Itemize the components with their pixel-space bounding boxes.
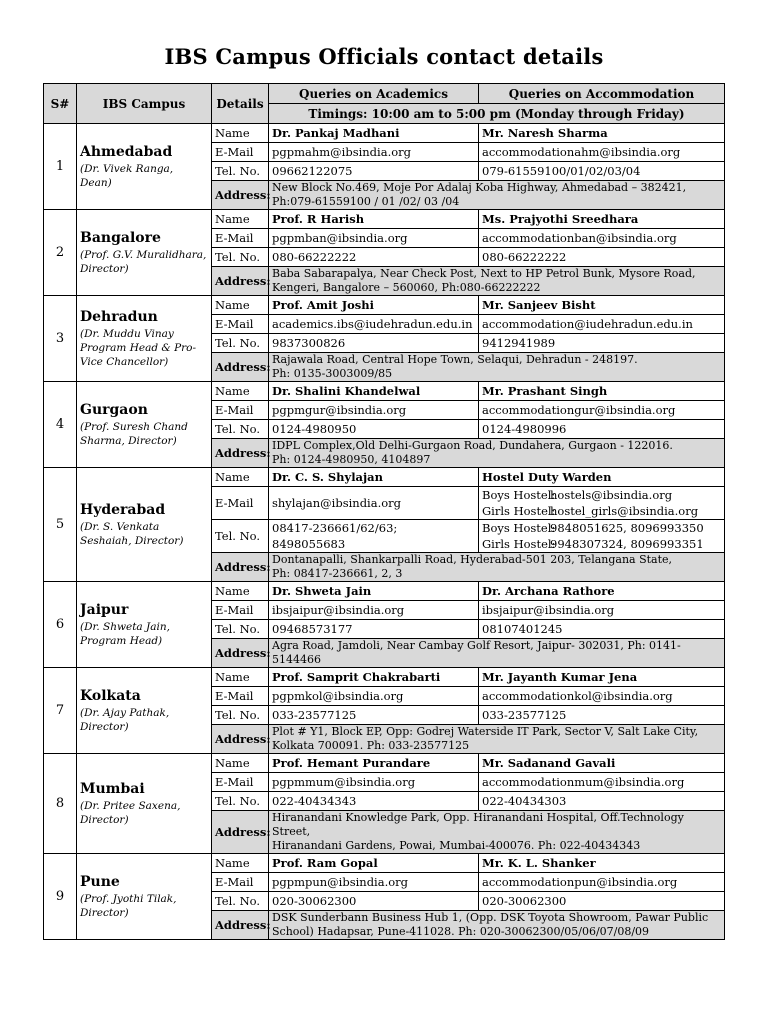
address-text xyxy=(269,267,725,296)
accommodation-tel: 08107401245 xyxy=(479,620,725,639)
hostel-email-link[interactable]: hostel_girls@ibsindia.org xyxy=(550,504,699,518)
email-label: E-Mail xyxy=(212,873,269,892)
email-label: E-Mail xyxy=(212,487,269,520)
accommodation-contact-name: Mr. Naresh Sharma xyxy=(479,124,725,143)
address-label: Address: xyxy=(212,439,269,468)
serial-number: 4 xyxy=(44,382,77,468)
tel-label: Tel. No. xyxy=(212,520,269,553)
address-label: Address: xyxy=(212,353,269,382)
accommodation-tel: 022-40434303 xyxy=(479,792,725,811)
address-line: New Block No.469, Moje Por Adalaj Koba Highway, Ahmedabad – 382421, xyxy=(272,181,687,194)
address-label: Address: xyxy=(212,811,269,854)
address-text xyxy=(269,811,725,854)
accommodation-contact-name: Mr. Sanjeev Bisht xyxy=(479,296,725,315)
address-label: Address: xyxy=(212,181,269,210)
academics-tel: 9837300826 xyxy=(269,334,479,353)
campus-row xyxy=(44,468,725,487)
hostel-label: Girls Hostel: xyxy=(482,537,556,551)
address-line: Hiranandani Gardens, Powai, Mumbai-400076. Ph: 022-40434343 xyxy=(272,839,641,852)
tel-label: Tel. No. xyxy=(212,420,269,439)
campus-row xyxy=(44,382,725,401)
serial-number: 1 xyxy=(44,124,77,210)
academics-email-link[interactable]: pgpmkol@ibsindia.org xyxy=(269,687,479,706)
header-sno: S# xyxy=(44,84,77,124)
campus-cell xyxy=(77,210,212,296)
accommodation-tel: 9412941989 xyxy=(479,334,725,353)
address-line: Baba Sabarapalya, Near Check Post, Next to HP Petrol Bunk, Mysore Road, xyxy=(272,267,696,280)
campus-row xyxy=(44,210,725,229)
campus-head: (Dr. S. Venkata Seshaiah, Director) xyxy=(80,520,184,547)
email-label: E-Mail xyxy=(212,315,269,334)
address-text xyxy=(269,639,725,668)
accommodation-email[interactable]: accommodationahm@ibsindia.org xyxy=(479,143,725,162)
accommodation-contact-name: Mr. Jayanth Kumar Jena xyxy=(479,668,725,687)
name-label: Name xyxy=(212,296,269,315)
accommodation-tel: 020-30062300 xyxy=(479,892,725,911)
accommodation-email[interactable] xyxy=(479,487,725,520)
campus-name: Dehradun xyxy=(80,308,158,325)
tel-label: Tel. No. xyxy=(212,706,269,725)
header-accommodation: Queries on Accommodation xyxy=(479,84,725,104)
email-label: E-Mail xyxy=(212,687,269,706)
address-label: Address: xyxy=(212,911,269,940)
serial-number: 6 xyxy=(44,582,77,668)
academics-tel xyxy=(269,520,479,553)
address-text xyxy=(269,553,725,582)
academics-contact-name: Dr. Shweta Jain xyxy=(269,582,479,601)
accommodation-email[interactable]: accommodation@iudehradun.edu.in xyxy=(479,315,725,334)
academics-contact-name: Dr. Pankaj Madhani xyxy=(269,124,479,143)
address-text xyxy=(269,353,725,382)
name-label: Name xyxy=(212,468,269,487)
academics-email-link[interactable]: pgpmahm@ibsindia.org xyxy=(269,143,479,162)
address-line: Ph: 0135-3003009/85 xyxy=(272,367,393,380)
address-line: Kengeri, Bangalore – 560060, Ph:080-66222222 xyxy=(272,281,541,294)
address-line: Hiranandani Knowledge Park, Opp. Hiranandani Hospital, Off.Technology Street, xyxy=(272,811,684,838)
accommodation-contact-name: Hostel Duty Warden xyxy=(479,468,725,487)
email-label: E-Mail xyxy=(212,229,269,248)
academics-email-link[interactable]: pgpmpun@ibsindia.org xyxy=(269,873,479,892)
address-line: Ph:079-61559100 / 01 /02/ 03 /04 xyxy=(272,195,460,208)
address-label: Address: xyxy=(212,267,269,296)
campus-row xyxy=(44,754,725,773)
academics-email-link[interactable]: pgpmmum@ibsindia.org xyxy=(269,773,479,792)
campus-head: (Prof. G.V. Muralidhara, Director) xyxy=(80,248,207,275)
serial-number: 7 xyxy=(44,668,77,754)
email-label: E-Mail xyxy=(212,143,269,162)
campus-head: (Dr. Ajay Pathak, Director) xyxy=(80,706,170,733)
accommodation-email[interactable]: accommodationmum@ibsindia.org xyxy=(479,773,725,792)
accommodation-contact-name: Mr. Prashant Singh xyxy=(479,382,725,401)
page-title: IBS Campus Officials contact details xyxy=(164,44,604,69)
accommodation-tel: 080-66222222 xyxy=(479,248,725,267)
email-label: E-Mail xyxy=(212,401,269,420)
academics-tel: 0124-4980950 xyxy=(269,420,479,439)
header-details: Details xyxy=(212,84,269,124)
address-line: Plot # Y1, Block EP, Opp: Godrej Waterside IT Park, Sector V, Salt Lake City, xyxy=(272,725,699,738)
address-line: Agra Road, Jamdoli, Near Cambay Golf Resort, Jaipur- 302031, Ph: 0141- 5144466 xyxy=(272,639,681,666)
name-label: Name xyxy=(212,382,269,401)
accommodation-email[interactable]: accommodationgur@ibsindia.org xyxy=(479,401,725,420)
header-campus: IBS Campus xyxy=(77,84,212,124)
campus-cell xyxy=(77,854,212,940)
hostel-email-line xyxy=(482,503,721,519)
campus-name: Kolkata xyxy=(80,687,141,704)
address-line: Ph: 0124-4980950, 4104897 xyxy=(272,453,431,466)
hostel-tel-value: 9948307324, 8096993351 xyxy=(550,537,704,551)
campus-row xyxy=(44,668,725,687)
academics-tel: 022-40434343 xyxy=(269,792,479,811)
campus-row xyxy=(44,124,725,143)
serial-number: 9 xyxy=(44,854,77,940)
accommodation-tel: 0124-4980996 xyxy=(479,420,725,439)
campus-cell xyxy=(77,754,212,854)
address-label: Address: xyxy=(212,553,269,582)
accommodation-email[interactable]: accommodationpun@ibsindia.org xyxy=(479,873,725,892)
campus-cell xyxy=(77,468,212,582)
accommodation-email[interactable]: ibsjaipur@ibsindia.org xyxy=(479,601,725,620)
academics-contact-name: Prof. Samprit Chakrabarti xyxy=(269,668,479,687)
campus-head: (Dr. Pritee Saxena, Director) xyxy=(80,799,181,826)
address-line: Rajawala Road, Central Hope Town, Selaqui, Dehradun - 248197. xyxy=(272,353,638,366)
hostel-label: Boys Hostel: xyxy=(482,488,556,502)
serial-number: 3 xyxy=(44,296,77,382)
header-row xyxy=(44,84,725,104)
contacts-table xyxy=(43,83,725,940)
accommodation-tel: 033-23577125 xyxy=(479,706,725,725)
campus-name: Pune xyxy=(80,873,120,890)
email-label: E-Mail xyxy=(212,773,269,792)
name-label: Name xyxy=(212,582,269,601)
campus-cell xyxy=(77,582,212,668)
address-line: Ph: 08417-236661, 2, 3 xyxy=(272,567,403,580)
hostel-email-line xyxy=(482,487,721,503)
accommodation-contact-name: Ms. Prajyothi Sreedhara xyxy=(479,210,725,229)
timings-text: Timings: 10:00 am to 5:00 pm (Monday through Friday) xyxy=(269,104,725,124)
address-line: DSK Sunderbann Business Hub 1, (Opp. DSK Toyota Showroom, Pawar Public xyxy=(272,911,709,924)
accommodation-email[interactable]: accommodationkol@ibsindia.org xyxy=(479,687,725,706)
tel-label: Tel. No. xyxy=(212,334,269,353)
campus-row xyxy=(44,854,725,873)
header-academics: Queries on Academics xyxy=(269,84,479,104)
academics-tel: 080-66222222 xyxy=(269,248,479,267)
academics-contact-name: Prof. R Harish xyxy=(269,210,479,229)
name-label: Name xyxy=(212,754,269,773)
tel-label: Tel. No. xyxy=(212,162,269,181)
hostel-tel-line xyxy=(482,520,721,536)
accommodation-contact-name: Mr. K. L. Shanker xyxy=(479,854,725,873)
hostel-label: Girls Hostel: xyxy=(482,504,556,518)
name-label: Name xyxy=(212,124,269,143)
accommodation-contact-name: Mr. Sadanand Gavali xyxy=(479,754,725,773)
academics-contact-name: Prof. Amit Joshi xyxy=(269,296,479,315)
address-label: Address: xyxy=(212,639,269,668)
campus-name: Mumbai xyxy=(80,780,145,797)
campus-cell xyxy=(77,124,212,210)
address-line: IDPL Complex,Old Delhi-Gurgaon Road, Dundahera, Gurgaon - 122016. xyxy=(272,439,673,452)
accommodation-email[interactable]: accommodationban@ibsindia.org xyxy=(479,229,725,248)
academics-email-link[interactable]: pgpmgur@ibsindia.org xyxy=(269,401,479,420)
campus-row xyxy=(44,582,725,601)
hostel-tel-line xyxy=(482,536,721,552)
campus-head: (Dr. Shweta Jain, Program Head) xyxy=(80,620,170,647)
name-label: Name xyxy=(212,210,269,229)
academics-email-link[interactable]: ibsjaipur@ibsindia.org xyxy=(269,601,479,620)
hostel-email-link[interactable]: hostels@ibsindia.org xyxy=(550,488,673,502)
academics-contact-name: Dr. Shalini Khandelwal xyxy=(269,382,479,401)
address-text xyxy=(269,725,725,754)
accommodation-tel: 079-61559100/01/02/03/04 xyxy=(479,162,725,181)
address-text xyxy=(269,439,725,468)
serial-number: 8 xyxy=(44,754,77,854)
hostel-tel-value: 9848051625, 8096993350 xyxy=(550,521,704,535)
accommodation-contact-name: Dr. Archana Rathore xyxy=(479,582,725,601)
tel-label: Tel. No. xyxy=(212,792,269,811)
accommodation-tel xyxy=(479,520,725,553)
campus-head: (Prof. Jyothi Tilak, Director) xyxy=(80,892,177,919)
address-text xyxy=(269,911,725,940)
academics-tel: 033-23577125 xyxy=(269,706,479,725)
campus-name: Hyderabad xyxy=(80,501,166,518)
academics-contact-name: Prof. Ram Gopal xyxy=(269,854,479,873)
tel-line: 8498055683 xyxy=(272,537,346,551)
address-line: Dontanapalli, Shankarpalli Road, Hyderabad-501 203, Telangana State, xyxy=(272,553,673,566)
campus-name: Gurgaon xyxy=(80,401,148,418)
campus-cell xyxy=(77,382,212,468)
tel-label: Tel. No. xyxy=(212,892,269,911)
campus-head: (Dr. Vivek Ranga, Dean) xyxy=(80,162,174,189)
address-line: Kolkata 700091. Ph: 033-23577125 xyxy=(272,739,470,752)
academics-tel: 09468573177 xyxy=(269,620,479,639)
campus-cell xyxy=(77,668,212,754)
address-line: School) Hadapsar, Pune-411028. Ph: 020-30062300/05/06/07/08/09 xyxy=(272,925,650,938)
address-label: Address: xyxy=(212,725,269,754)
hostel-label: Boys Hostel: xyxy=(482,521,556,535)
academics-email-link[interactable]: shylajan@ibsindia.org xyxy=(269,487,479,520)
campus-head: (Prof. Suresh Chand Sharma, Director) xyxy=(80,420,188,447)
serial-number: 5 xyxy=(44,468,77,582)
campus-name: Ahmedabad xyxy=(80,143,173,160)
campus-row xyxy=(44,296,725,315)
academics-tel: 09662122075 xyxy=(269,162,479,181)
campus-head: (Dr. Muddu Vinay Program Head & Pro-Vice Chancellor) xyxy=(80,327,197,368)
academics-tel: 020-30062300 xyxy=(269,892,479,911)
tel-label: Tel. No. xyxy=(212,248,269,267)
tel-line: 08417-236661/62/63; xyxy=(272,521,398,535)
campus-cell xyxy=(77,296,212,382)
campus-name: Bangalore xyxy=(80,229,161,246)
tel-label: Tel. No. xyxy=(212,620,269,639)
academics-email-link[interactable]: pgpmban@ibsindia.org xyxy=(269,229,479,248)
campus-name: Jaipur xyxy=(80,601,129,618)
address-text xyxy=(269,181,725,210)
academics-email-link[interactable]: academics.ibs@iudehradun.edu.in xyxy=(269,315,479,334)
email-label: E-Mail xyxy=(212,601,269,620)
academics-contact-name: Dr. C. S. Shylajan xyxy=(269,468,479,487)
serial-number: 2 xyxy=(44,210,77,296)
academics-contact-name: Prof. Hemant Purandare xyxy=(269,754,479,773)
name-label: Name xyxy=(212,854,269,873)
name-label: Name xyxy=(212,668,269,687)
